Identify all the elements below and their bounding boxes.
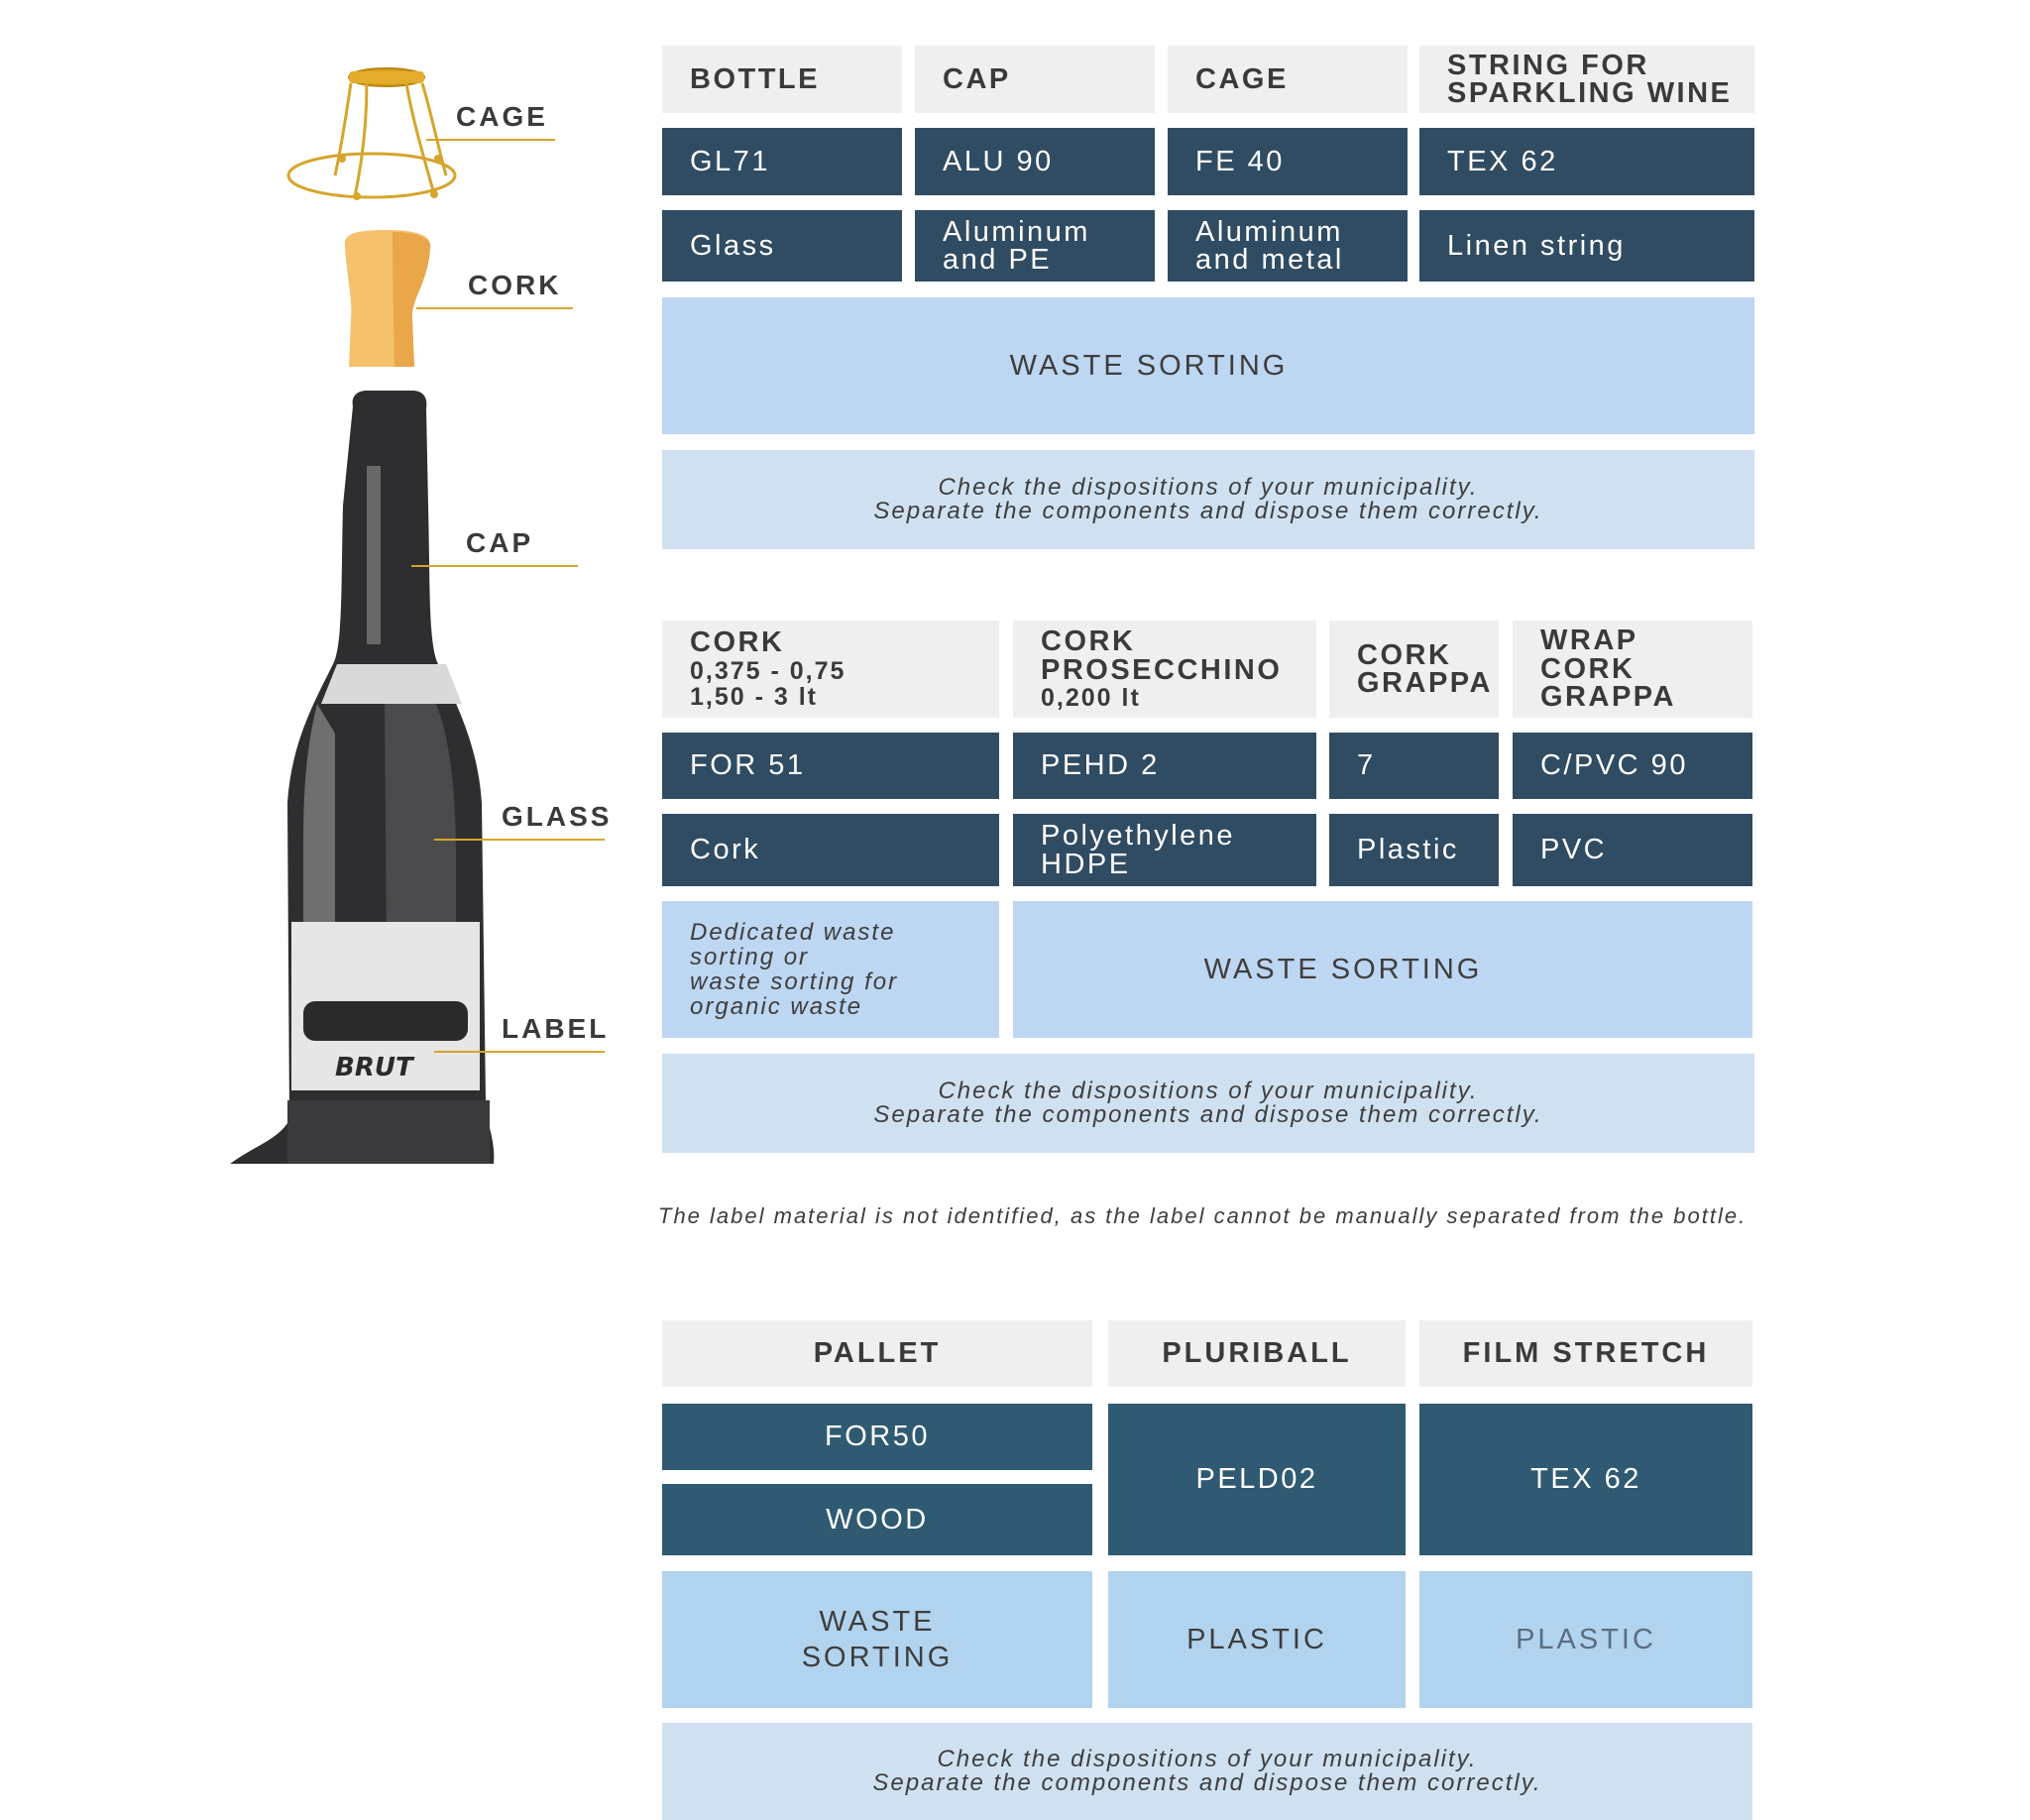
table1-disposal: WASTE SORTING (662, 297, 1754, 434)
table2-material-cork-grappa: Plastic (1329, 814, 1499, 886)
table3-disposal-pallet: WASTE SORTING (662, 1571, 1092, 1708)
table3-header-pluriball: PLURIBALL (1108, 1320, 1406, 1387)
part-label-label: LABEL (502, 1013, 610, 1044)
table1-note: Check the dispositions of your municipality. Separate the components and dispose them correctly. (662, 450, 1754, 549)
table2-disposal-cork: Dedicated waste sorting or waste sorting for organic waste (662, 901, 999, 1038)
part-label-glass: GLASS (502, 801, 613, 832)
table3-header-film-stretch: FILM STRETCH (1419, 1320, 1752, 1387)
table2-header-cork: CORK 0,375 - 0,75 1,50 - 3 lt (662, 621, 999, 718)
table3-pallet-material: WOOD (662, 1484, 1092, 1555)
table1-header-bottle: BOTTLE (662, 46, 902, 113)
table3-pallet-code: FOR50 (662, 1404, 1092, 1470)
table1-header-string: STRING FOR SPARKLING WINE (1419, 46, 1754, 113)
part-label-cap: CAP (466, 527, 534, 558)
table1-code-string: TEX 62 (1419, 128, 1754, 195)
table1-material-bottle: Glass (662, 210, 902, 282)
table2-code-cork-prosecchino: PEHD 2 (1013, 733, 1316, 799)
bottle-label-text: BRUT (335, 1053, 413, 1082)
table3-disposal-film: PLASTIC (1419, 1571, 1752, 1708)
table1-code-bottle: GL71 (662, 128, 902, 195)
table2-disposal-rest: WASTE SORTING (1013, 901, 1752, 1038)
table2-code-cork-grappa: 7 (1329, 733, 1499, 799)
part-line-cage (426, 139, 555, 141)
part-label-cork: CORK (468, 270, 562, 300)
label-footnote: The label material is not identified, as the label cannot be manually separated from the bottle. (658, 1203, 1748, 1228)
cage-icon (288, 68, 455, 200)
table1-code-cap: ALU 90 (915, 128, 1155, 195)
table2-material-wrap: PVC (1513, 814, 1752, 886)
part-label-cage: CAGE (456, 101, 548, 132)
part-line-cork (416, 307, 573, 309)
part-line-label (434, 1051, 605, 1053)
table1-header-cage: CAGE (1168, 46, 1408, 113)
table3-disposal-pluriball: PLASTIC (1108, 1571, 1406, 1708)
table2-header-cork-prosecchino: CORK PROSECCHINO 0,200 lt (1013, 621, 1316, 718)
cork-icon (345, 230, 430, 367)
table1-code-cage: FE 40 (1168, 128, 1408, 195)
table1-material-string: Linen string (1419, 210, 1754, 282)
table2-header-wrap-cork-grappa: WRAP CORK GRAPPA (1513, 621, 1752, 718)
table3-note: Check the dispositions of your municipality. Separate the components and dispose them correctly. (662, 1723, 1752, 1820)
part-line-glass (434, 839, 605, 841)
table3-pluriball-code: PELD02 (1108, 1404, 1406, 1555)
table2-code-wrap: C/PVC 90 (1513, 733, 1752, 799)
part-line-cap (411, 565, 578, 567)
bottle-icon (230, 391, 494, 1164)
table2-code-cork: FOR 51 (662, 733, 999, 799)
table3-header-pallet: PALLET (662, 1320, 1092, 1387)
table1-material-cage: Aluminum and metal (1168, 210, 1408, 282)
table2-note: Check the dispositions of your municipality. Separate the components and dispose them correctly. (662, 1054, 1754, 1153)
table2-material-cork-prosecchino: Polyethylene HDPE (1013, 814, 1316, 886)
table2-header-cork-grappa: CORK GRAPPA (1329, 621, 1499, 718)
table2-material-cork: Cork (662, 814, 999, 886)
table1-material-cap: Aluminum and PE (915, 210, 1155, 282)
table1-header-cap: CAP (915, 46, 1155, 113)
table3-film-code: TEX 62 (1419, 1404, 1752, 1555)
